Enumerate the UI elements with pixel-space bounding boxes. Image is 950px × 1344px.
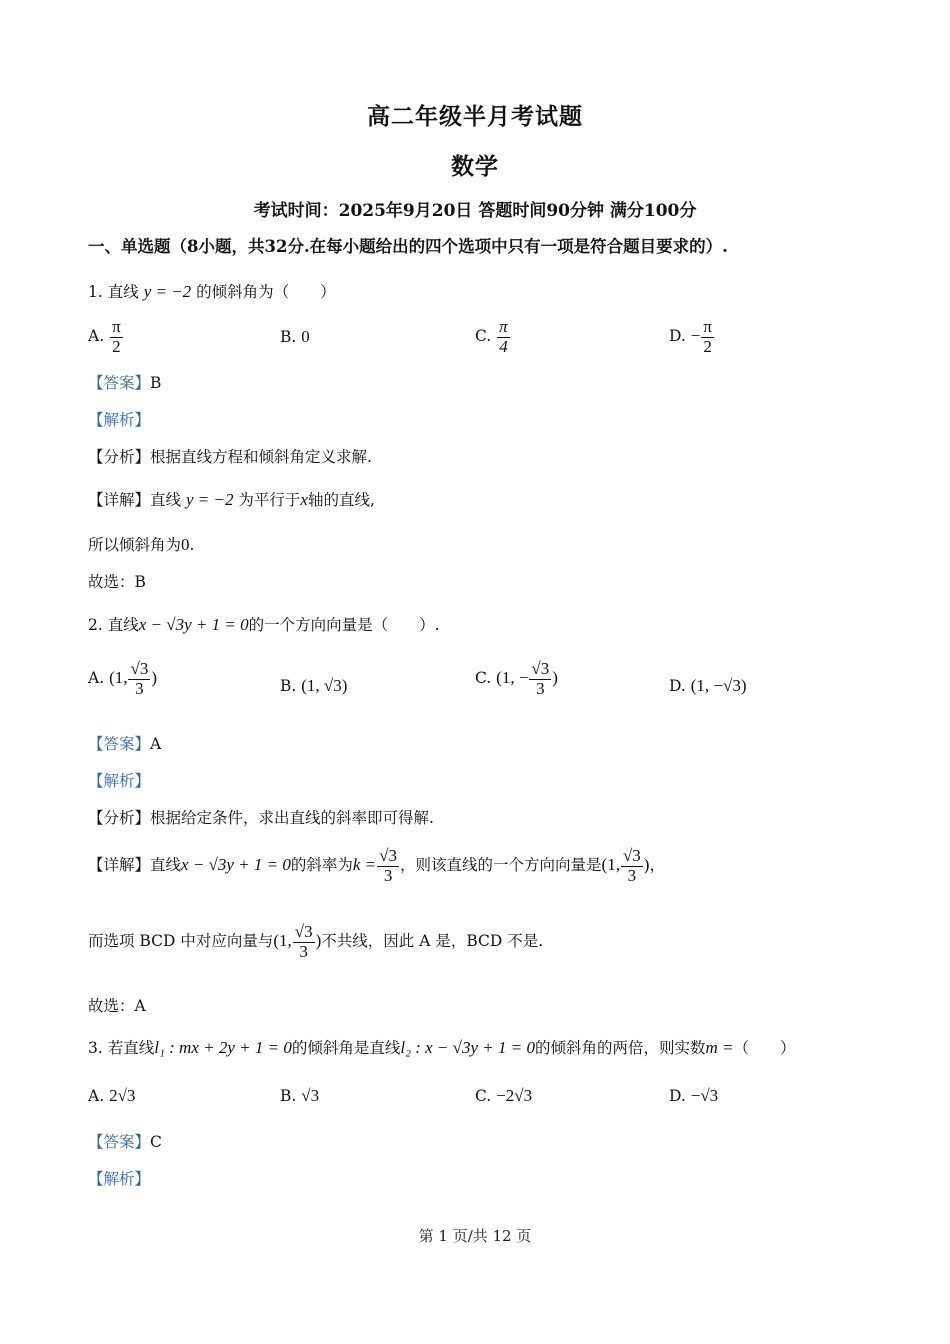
q2-option-d bbox=[669, 676, 747, 696]
q1-option-b bbox=[280, 327, 310, 347]
q3-post: 的倾斜角的两倍，则实数 bbox=[534, 1039, 706, 1057]
q2-analysis bbox=[88, 806, 434, 828]
q2-c-den: 3 bbox=[536, 678, 545, 698]
q3-option-d bbox=[669, 1086, 718, 1106]
q1-post: 的倾斜角为（ ） bbox=[196, 283, 336, 301]
q2-option-c bbox=[475, 660, 558, 698]
q2-detail-2 bbox=[88, 923, 543, 961]
q1-a-label: A. bbox=[88, 327, 105, 346]
q3-tail: （ ） bbox=[733, 1039, 796, 1057]
q1-equation: y = −2 bbox=[143, 282, 192, 301]
q1-detail-post: 轴的直线, bbox=[307, 491, 375, 509]
q2-line2-pre: 而选项 BCD 中对应向量与 bbox=[88, 932, 274, 951]
q1-pre: 直线 bbox=[107, 283, 139, 301]
fenxi-tag: 【分析】 bbox=[88, 809, 151, 827]
q3-line2: l₂ : x − √3y + 1 = 0 bbox=[400, 1038, 535, 1057]
subject-title: 数学 bbox=[451, 153, 499, 180]
q3-answer-value: C bbox=[150, 1133, 162, 1151]
q2-detail-k: k = bbox=[352, 855, 377, 875]
q1-d-den: 2 bbox=[703, 336, 712, 356]
q1-a-fraction bbox=[110, 318, 123, 356]
guxuan-tag: 故选： bbox=[88, 573, 135, 591]
q2-detail-eq: x − √3y + 1 = 0 bbox=[181, 855, 291, 875]
q2-answer-value: A bbox=[150, 735, 162, 753]
q1-answer bbox=[88, 371, 161, 393]
q2-analysis-text: 根据给定条件，求出直线的斜率即可得解. bbox=[150, 809, 434, 827]
q1-a-den: 2 bbox=[112, 336, 121, 356]
exam-title: 高二年级半月考试题 bbox=[367, 103, 583, 130]
q2-vec-close: ) bbox=[643, 855, 650, 875]
q2-option-a bbox=[88, 660, 157, 698]
q1-detail-pre: 直线 bbox=[150, 491, 182, 509]
xiangjie-tag: 【详解】 bbox=[88, 491, 151, 509]
q2-c-close: ) bbox=[552, 668, 558, 688]
q1-c-den: 4 bbox=[499, 336, 508, 356]
q2-detail-mid: 的斜率为 bbox=[290, 856, 353, 875]
guxuan-tag: 故选： bbox=[88, 997, 135, 1015]
q2-d-label: D. bbox=[669, 677, 686, 695]
section-heading: 一、单选题（8小题，共32分.在每小题给出的四个选项中只有一项是符合题目要求的）. bbox=[88, 237, 728, 256]
q2-vec-den: 3 bbox=[627, 865, 637, 885]
q2-vec-fraction bbox=[621, 847, 643, 885]
q1-d-fraction bbox=[701, 318, 714, 356]
q1-detail bbox=[88, 488, 375, 510]
q1-detail-eq: y = −2 bbox=[185, 490, 234, 509]
q1-analysis bbox=[88, 445, 372, 467]
page-number: 第 1 页/共 12 页 bbox=[418, 1227, 532, 1245]
q1-detail2-val: 0 bbox=[181, 535, 190, 554]
q3-option-b bbox=[280, 1086, 319, 1106]
q2-c-label: C. bbox=[475, 669, 492, 688]
q2-detail bbox=[88, 847, 665, 885]
q1-option-a bbox=[88, 318, 124, 356]
q2-detail-post: ，则该直线的一个方向向量是 bbox=[400, 856, 602, 875]
q3-number: 3. bbox=[88, 1039, 103, 1057]
q2-line2-num: √3 bbox=[294, 922, 313, 941]
q2-a-num: √3 bbox=[130, 659, 149, 678]
q1-c-num: π bbox=[499, 317, 508, 336]
q2-option-b bbox=[280, 676, 347, 696]
q2-choose-value: A bbox=[134, 997, 146, 1015]
q1-number: 1. bbox=[88, 283, 103, 301]
q2-slope-num: √3 bbox=[379, 846, 398, 865]
q2-line2-close: ) bbox=[315, 931, 322, 951]
q1-a-num: π bbox=[112, 317, 121, 336]
q2-number: 2. bbox=[88, 616, 103, 634]
q1-option-d bbox=[669, 318, 715, 356]
q3-line1: l₁ : mx + 2y + 1 = 0 bbox=[154, 1038, 292, 1057]
q1-detail2-pre: 所以倾斜角为 bbox=[88, 536, 182, 554]
q1-detail-mid: 为平行于 bbox=[238, 491, 301, 509]
q3-b-value: √3 bbox=[301, 1086, 320, 1105]
q2-b-value: (1, √3) bbox=[301, 676, 348, 695]
q1-detail2-post: . bbox=[189, 536, 195, 554]
answer-tag: 【答案】 bbox=[88, 374, 151, 392]
q3-option-c bbox=[475, 1086, 532, 1106]
q2-line2-post: 不共线，因此 A 是，BCD 不是. bbox=[321, 932, 544, 951]
question-2 bbox=[88, 613, 440, 635]
q1-detail-2 bbox=[88, 533, 194, 555]
q2-equation: x − √3y + 1 = 0 bbox=[138, 615, 249, 634]
q2-c-fraction bbox=[529, 660, 551, 698]
q3-answer bbox=[88, 1130, 162, 1152]
q1-d-label: D. bbox=[669, 327, 686, 346]
q1-option-c bbox=[475, 318, 511, 356]
fenxi-tag: 【分析】 bbox=[88, 448, 151, 466]
exam-info: 考试时间：2025年9月20日 答题时间90分钟 满分100分 bbox=[253, 201, 697, 221]
q3-a-label: A. bbox=[88, 1087, 105, 1105]
q3-c-value: −2√3 bbox=[496, 1086, 533, 1105]
q3-c-label: C. bbox=[475, 1087, 492, 1105]
q2-line2-den: 3 bbox=[299, 941, 308, 961]
q1-b-value: 0 bbox=[301, 327, 310, 346]
q3-d-label: D. bbox=[669, 1087, 686, 1105]
question-3 bbox=[88, 1036, 796, 1058]
q1-answer-value: B bbox=[150, 374, 162, 392]
q3-m: m = bbox=[705, 1038, 734, 1057]
q1-analysis-text: 根据直线方程和倾斜角定义求解. bbox=[150, 448, 372, 466]
q3-a-value: 2√3 bbox=[109, 1086, 136, 1105]
q1-choose-value: B bbox=[134, 573, 146, 591]
q1-c-fraction bbox=[497, 318, 510, 356]
q3-b-label: B. bbox=[280, 1087, 297, 1105]
q2-pre: 直线 bbox=[107, 616, 139, 634]
q3-option-a bbox=[88, 1086, 135, 1106]
q2-choose bbox=[88, 994, 146, 1016]
q2-jiexi-tag: 【解析】 bbox=[88, 772, 151, 790]
q2-line2-fraction bbox=[293, 923, 315, 961]
q2-a-close: ) bbox=[151, 668, 157, 688]
q1-b-label: B. bbox=[280, 328, 297, 346]
q3-mid: 的倾斜角是直线 bbox=[291, 1039, 401, 1057]
q2-detail-end: ， bbox=[649, 856, 665, 875]
answer-tag: 【答案】 bbox=[88, 735, 151, 753]
q2-detail-slope bbox=[377, 847, 399, 885]
q1-jiexi-tag: 【解析】 bbox=[88, 411, 151, 429]
q1-choose bbox=[88, 570, 146, 592]
xiangjie-tag: 【详解】 bbox=[88, 856, 151, 875]
question-1 bbox=[88, 280, 336, 302]
q2-c-open: (1, − bbox=[496, 668, 529, 688]
q1-d-sign: − bbox=[690, 326, 701, 346]
q2-a-open: (1, bbox=[109, 668, 128, 688]
q2-slope-den: 3 bbox=[383, 865, 393, 885]
q2-d-value: (1, −√3) bbox=[690, 676, 747, 695]
q2-a-den: 3 bbox=[135, 678, 144, 698]
q2-post: 的一个方向向量是（ ）. bbox=[248, 616, 440, 634]
q2-vec-num: √3 bbox=[622, 846, 641, 865]
answer-tag: 【答案】 bbox=[88, 1133, 151, 1151]
q2-vec-open: (1, bbox=[601, 855, 620, 875]
q2-a-fraction bbox=[128, 660, 150, 698]
q2-detail-pre: 直线 bbox=[150, 856, 182, 875]
q3-pre: 若直线 bbox=[107, 1039, 155, 1057]
q1-c-label: C. bbox=[475, 327, 492, 346]
q1-detail-x: x bbox=[300, 490, 308, 509]
q1-d-num: π bbox=[703, 317, 712, 336]
q2-b-label: B. bbox=[280, 677, 297, 695]
q3-jiexi-tag: 【解析】 bbox=[88, 1170, 151, 1188]
q2-c-num: √3 bbox=[531, 659, 550, 678]
q3-d-value: −√3 bbox=[690, 1086, 719, 1105]
q2-line2-open: (1, bbox=[273, 931, 292, 951]
q2-a-label: A. bbox=[88, 669, 105, 688]
q2-answer bbox=[88, 732, 161, 754]
